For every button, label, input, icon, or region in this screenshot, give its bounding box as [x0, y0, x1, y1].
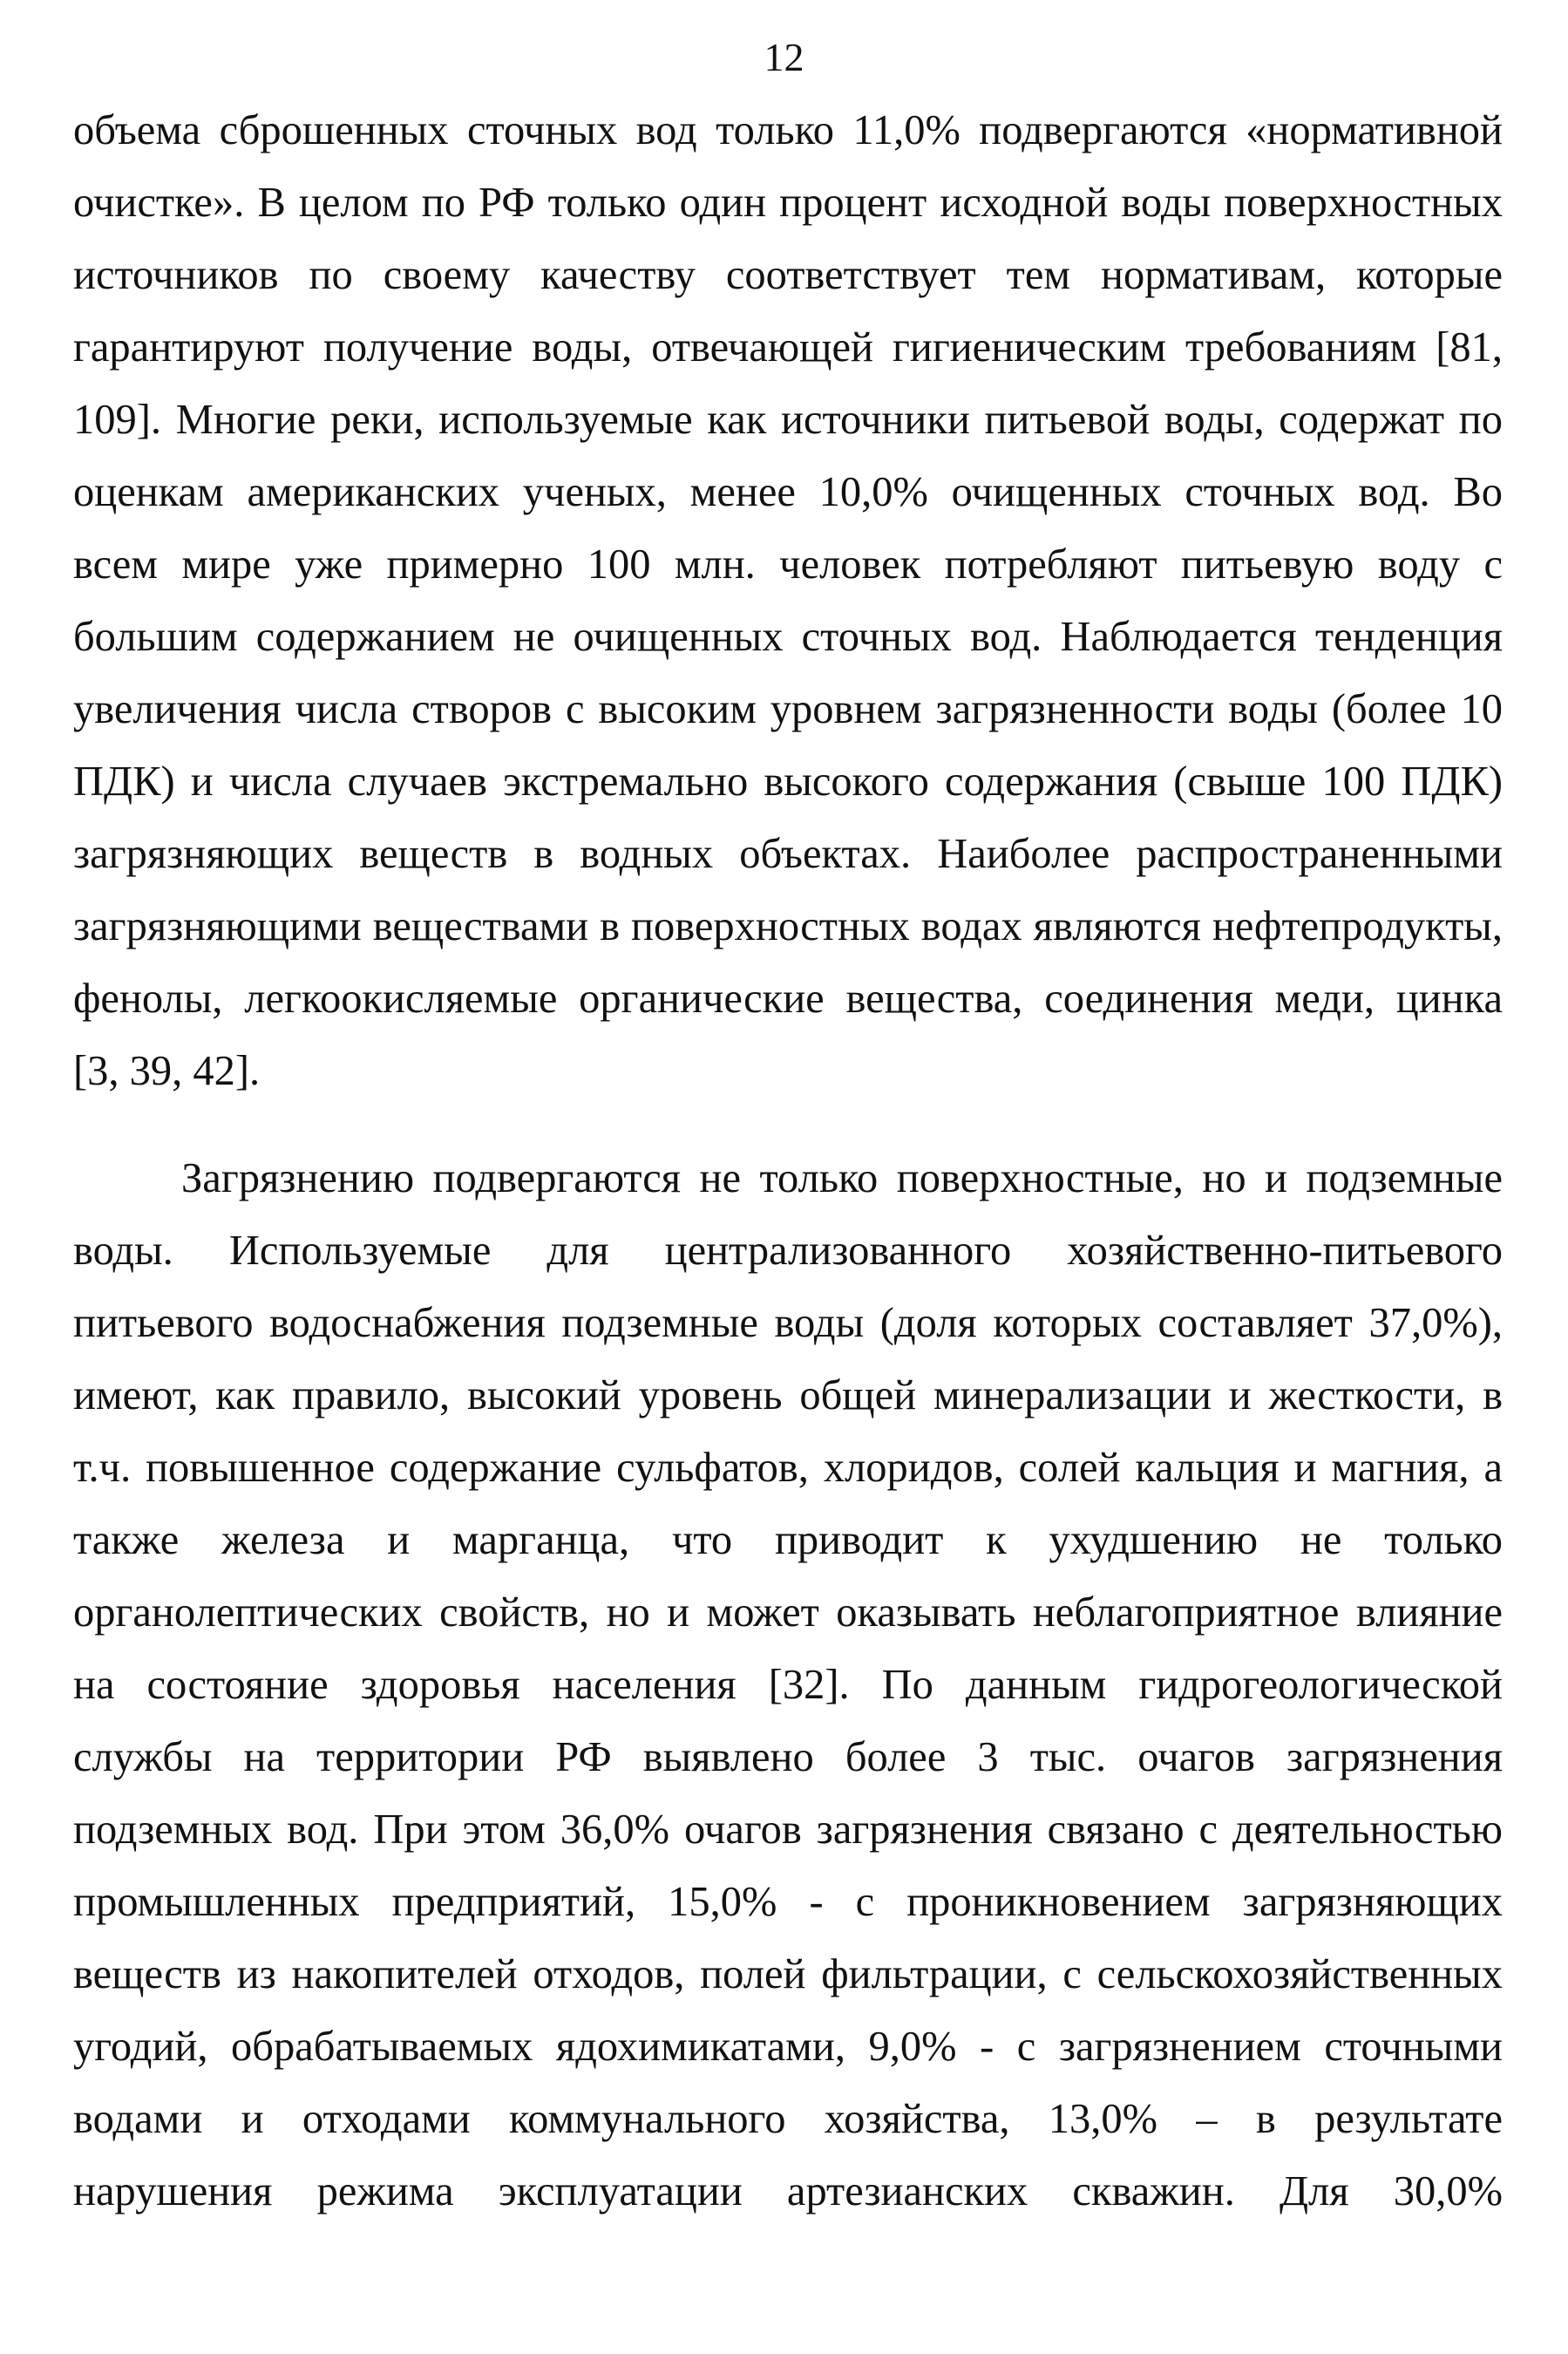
text-line: службы на территории РФ выявлено более 3 тыс. очагов загрязнения	[73, 1734, 1503, 1780]
text-line: увеличения числа створов с высоким уровнем загрязненности воды (более 10	[73, 686, 1503, 732]
text-line: подземных вод. При этом 36,0% очагов загрязнения связано с деятельностью	[73, 1806, 1503, 1853]
text-line: источников по своему качеству соответствует тем нормативам, которые	[73, 252, 1503, 298]
paragraph-2	[73, 1142, 1503, 2228]
text-line: имеют, как правило, высокий уровень общей минерализации и жесткости, в	[73, 1372, 1503, 1419]
text-line: воды. Используемые для централизованного хозяйственно-питьевого	[73, 1228, 1503, 1274]
text-line: большим содержанием не очищенных сточных вод. Наблюдается тенденция	[73, 614, 1503, 660]
text-line: промышленных предприятий, 15,0% - с проникновением загрязняющих	[73, 1879, 1503, 1925]
text-line: т.ч. повышенное содержание сульфатов, хлоридов, солей кальция и магния, а	[73, 1445, 1503, 1491]
text-line: загрязняющих веществ в водных объектах. Наиболее распространенными	[73, 831, 1503, 877]
text-line: гарантируют получение воды, отвечающей гигиеническим требованиям [81,	[73, 324, 1503, 371]
text-line: очистке». В целом по РФ только один процент исходной воды поверхностных	[73, 180, 1503, 226]
text-line: объема сброшенных сточных вод только 11,0% подвергаются «нормативной	[73, 107, 1503, 153]
text-line: фенолы, легкоокисляемые органические вещества, соединения меди, цинка	[73, 976, 1503, 1022]
text-line: питьевого водоснабжения подземные воды (доля которых составляет 37,0%),	[73, 1300, 1503, 1346]
text-line: водами и отходами коммунального хозяйства, 13,0% – в результате	[73, 2096, 1503, 2142]
text-line: органолептических свойств, но и может оказывать неблагоприятное влияние	[73, 1589, 1503, 1636]
text-line: всем мире уже примерно 100 млн. человек потребляют питьевую воду с	[73, 541, 1503, 588]
text-line: на состояние здоровья населения [32]. По данным гидрогеологической	[73, 1662, 1503, 1708]
text-line: угодий, обрабатываемых ядохимикатами, 9,0% - с загрязнением сточными	[73, 2024, 1503, 2070]
text-line: загрязняющими веществами в поверхностных водах являются нефтепродукты,	[73, 903, 1503, 949]
text-line: Загрязнению подвергаются не только поверхностные, но и подземные	[181, 1155, 1503, 1201]
text-line: оценкам американских ученых, менее 10,0% очищенных сточных вод. Во	[73, 469, 1503, 515]
text-line: веществ из накопителей отходов, полей фильтрации, с сельскохозяйственных	[73, 1951, 1503, 1997]
text-line: нарушения режима эксплуатации артезианских скважин. Для 30,0%	[73, 2168, 1503, 2215]
text-line: [3, 39, 42].	[73, 1048, 261, 1094]
text-line: также железа и марганца, что приводит к ухудшению не только	[73, 1517, 1503, 1563]
page-number: 12	[764, 35, 804, 79]
paragraph-1	[73, 94, 1503, 1107]
text-line: 109]. Многие реки, используемые как источники питьевой воды, содержат по	[73, 397, 1503, 443]
text-line: ПДК) и числа случаев экстремально высокого содержания (свыше 100 ПДК)	[73, 759, 1503, 805]
